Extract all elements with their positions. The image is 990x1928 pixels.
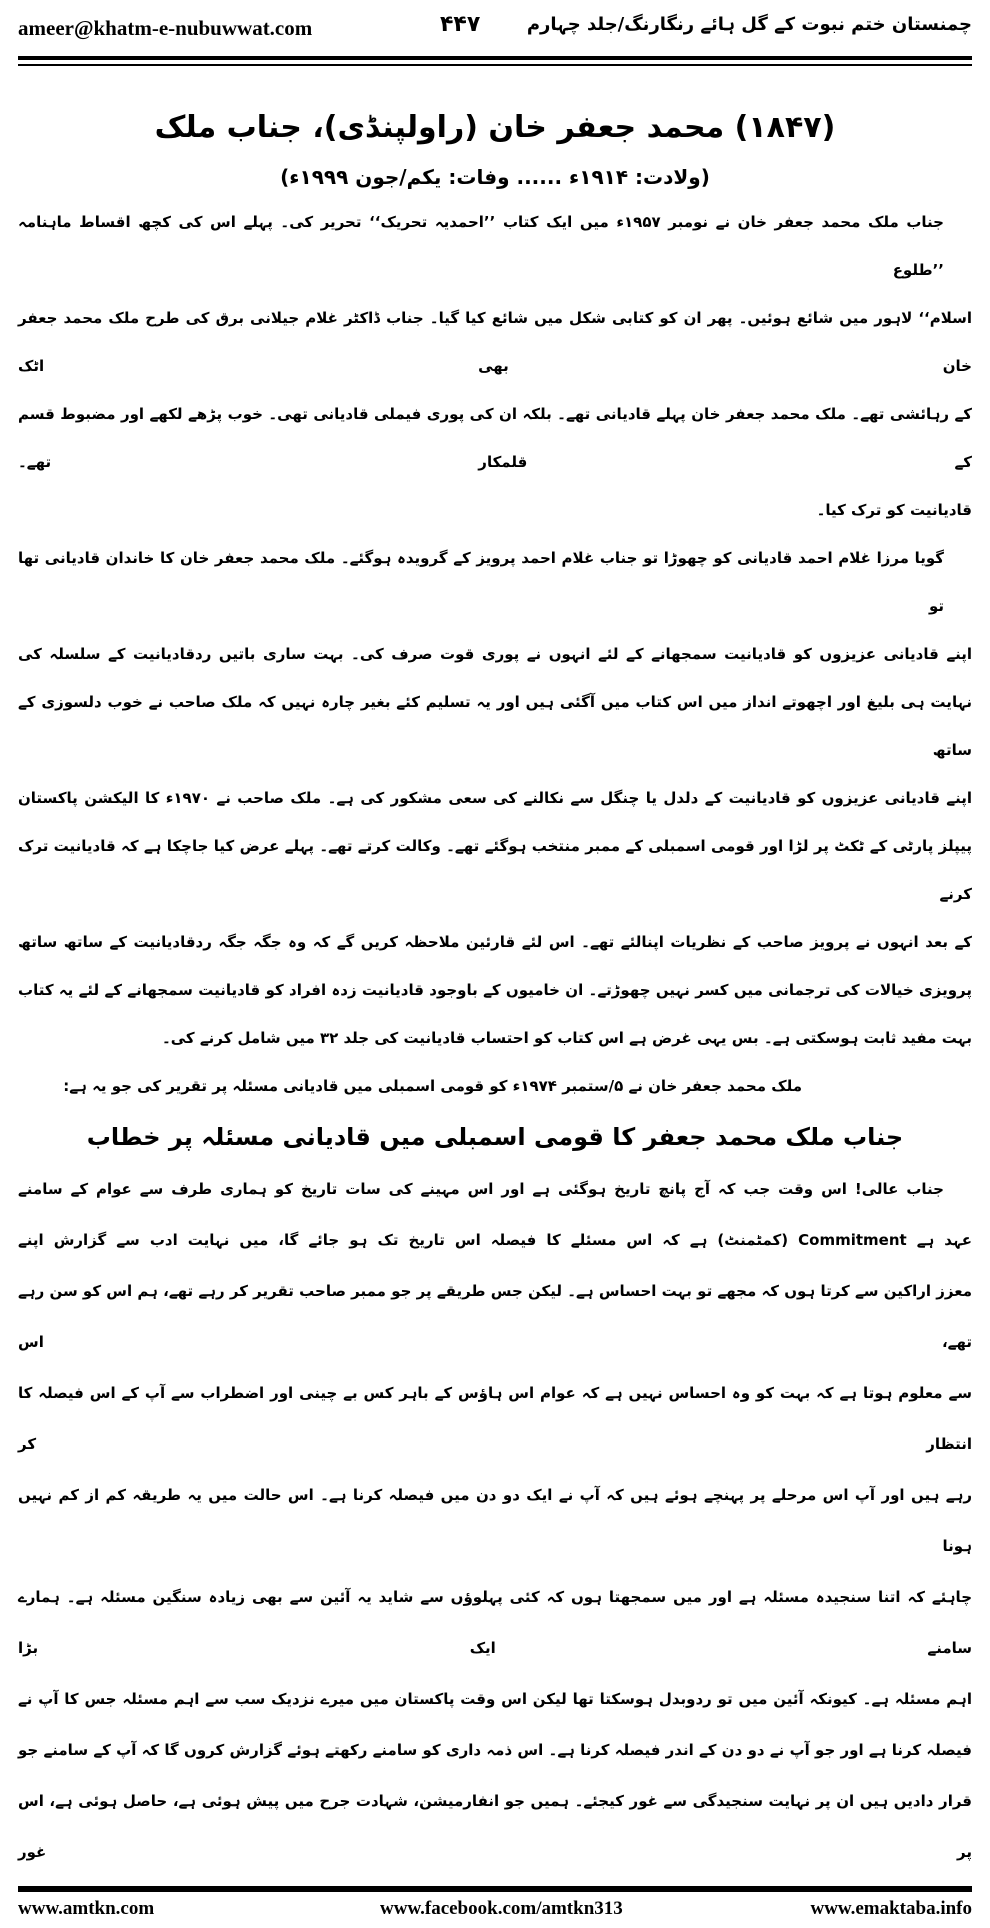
paragraph-2 xyxy=(18,534,972,1062)
footer-rule xyxy=(18,1886,972,1892)
text-line: کے رہائشی تھے۔ ملک محمد جعفر خان پہلے قادیانی تھے۔ بلکہ ان کی پوری فیملی قادیانی تھی۔ خوب پڑھے لکھے اور مضبوط قسم کے قلمکار تھے۔ xyxy=(18,405,972,471)
text-line: معزز اراکین سے کرتا ہوں کہ مجھے تو بہت احساس ہے۔ لیکن جس طریقے پر جو ممبر صاحب تقریر کر رہے تھے، ہم اس کو سن رہے تھے، اس xyxy=(18,1282,972,1351)
entry-title: (۱۸۴۷) محمد جعفر خان (راولپنڈی)، جناب ملک xyxy=(154,110,836,145)
text-line: گویا مرزا غلام احمد قادیانی کو چھوڑا تو جناب غلام احمد پرویز کے گرویدہ ہوگئے۔ ملک محمد جعفر خان کا خاندان قادیانی تھا تو xyxy=(18,549,944,615)
speech-intro xyxy=(18,1062,972,1110)
document-page xyxy=(18,12,972,1928)
page-header xyxy=(18,12,972,56)
text-line: ملک محمد جعفر خان نے ۵/ستمبر ۱۹۷۴ء کو قومی اسمبلی میں قادیانی مسئلہ پر تقریر کی جو یہ ہے: xyxy=(63,1077,802,1095)
text-line: اسلام‘‘ لاہور میں شائع ہوئیں۔ پھر ان کو کتابی شکل میں شائع کیا گیا۔ جناب ڈاکٹر غلام جیلانی برق کی طرح ملک محمد جعفر خان بھی اٹک xyxy=(18,309,972,375)
text-line: قرار دادیں ہیں ان پر نہایت سنجیدگی سے غور کیجئے۔ ہمیں جو انفارمیشن، شہادت جرح میں پیش ہوئی ہے، حاصل ہوئی ہے، اس پر غور xyxy=(18,1792,972,1861)
speech-text xyxy=(18,1164,972,1878)
paragraph-1 xyxy=(18,198,972,534)
text-line: سے معلوم ہوتا ہے کہ بہت کو وہ احساس نہیں ہے کہ عوام اس ہاؤس کے باہر کس بے چینی اور اضطراب سے آپ کے اس فیصلہ کا انتظار کر xyxy=(18,1384,972,1453)
text-line: نہایت ہی بلیغ اور اچھوتے انداز میں اس کتاب میں آگئی ہیں اور یہ تسلیم کئے بغیر چارہ نہیں کہ ملک صاحب نے خوب دلسوزی کے ساتھ xyxy=(18,693,972,759)
text-line: فیصلہ کرنا ہے اور جو آپ نے دو دن کے اندر فیصلہ کرنا ہے۔ اس ذمہ داری کو سامنے رکھتے ہوئے گزارش کروں گا کہ آپ کے سامنے جو xyxy=(18,1741,972,1759)
text-line: قادیانیت کو ترک کیا۔ xyxy=(816,501,972,519)
text-line: اپنے قادیانی عزیزوں کو قادیانیت کے دلدل یا چنگل سے نکالنے کی سعی مشکور کی ہے۔ ملک صاحب نے ۱۹۷۰ء کا الیکشن پاکستان xyxy=(18,789,972,807)
header-email: ameer@khatm-e-nubuwwat.com xyxy=(18,16,313,40)
text-line: بہت مفید ثابت ہوسکتی ہے۔ بس یہی غرض ہے اس کتاب کو احتساب قادیانیت کی جلد ۳۲ میں شامل کرنے کی۔ xyxy=(161,1029,972,1047)
header-rule-thin xyxy=(18,64,972,66)
text-line: کے بعد انہوں نے پرویز صاحب کے نظریات اپنالئے تھے۔ اس لئے قارئین ملاحظہ کریں گے کہ وہ جگہ جگہ ردقادیانیت کے ساتھ ساتھ xyxy=(18,933,972,951)
text-line: اپنے قادیانی عزیزوں کو قادیانیت سمجھانے کے لئے انہوں نے پوری قوت صرف کی۔ بہت ساری باتیں ردقادیانیت کے سلسلہ کی xyxy=(18,645,972,663)
book-title: چمنستان ختم نبوت کے گل ہائے رنگارنگ/جلد چہارم xyxy=(526,14,972,35)
text-line: چاہئے کہ اتنا سنجیدہ مسئلہ ہے اور میں سمجھتا ہوں کہ کئی پہلوؤں سے شاید یہ آئین سے بھی زیادہ سنگین مسئلہ ہے۔ ہمارے سامنے ایک بڑا xyxy=(18,1588,972,1657)
text-line: پرویزی خیالات کی ترجمانی میں کسر نہیں چھوڑتے۔ ان خامیوں کے باوجود قادیانیت زدہ افراد کو قادیانیت سمجھانے کے لئے یہ کتاب xyxy=(18,981,972,999)
text-line: اہم مسئلہ ہے۔ کیونکہ آئین میں تو ردوبدل ہوسکتا تھا لیکن اس وقت پاکستان میں میرے نزدیک سب سے اہم مسئلہ جس کا آپ نے xyxy=(18,1690,972,1708)
footer-link-left: www.amtkn.com xyxy=(18,1898,155,1919)
speech-heading: جناب ملک محمد جعفر کا قومی اسمبلی میں قادیانی مسئلہ پر خطاب xyxy=(86,1123,904,1151)
page-footer xyxy=(18,1898,972,1928)
text-line: پیپلز پارٹی کے ٹکٹ پر لڑا اور قومی اسمبلی کے ممبر منتخب ہوگئے تھے۔ وکالت کرتے تھے۔ پہلے عرض کیا جاچکا ہے کہ قادیانیت ترک کرنے xyxy=(18,837,972,903)
text-line: جناب ملک محمد جعفر خان نے نومبر ۱۹۵۷ء میں ایک کتاب ’’احمدیہ تحریک‘‘ تحریر کی۔ پہلے اس کی کچھ اقساط ماہنامہ ’’طلوع xyxy=(18,213,944,279)
page-number: ۴۴۷ xyxy=(440,12,481,37)
text-line: جناب عالی! اس وقت جب کہ آج پانچ تاریخ ہوگئی ہے اور اس مہینے کی سات تاریخ کو ہماری طرف سے عوام کے سامنے xyxy=(18,1180,944,1198)
footer-link-center: www.facebook.com/amtkn313 xyxy=(380,1898,623,1919)
text-line: عہد ہے Commitment (کمٹمنٹ) ہے کہ اس مسئلے کا فیصلہ اس تاریخ تک ہو جائے گا، میں نہایت ادب سے گزارش اپنے xyxy=(18,1231,973,1249)
header-rule xyxy=(18,56,972,60)
text-line: رہے ہیں اور آپ اس مرحلے پر پہنچے ہوئے ہیں کہ آپ نے ایک دو دن میں فیصلہ کرنا ہے۔ اس حالت میں یہ طریقہ کم از کم نہیں ہونا xyxy=(18,1486,972,1555)
entry-dates: (ولادت: ۱۹۱۴ء ...... وفات: یکم/جون ۱۹۹۹ء) xyxy=(280,165,710,189)
footer-link-right: www.emaktaba.info xyxy=(810,1898,972,1919)
